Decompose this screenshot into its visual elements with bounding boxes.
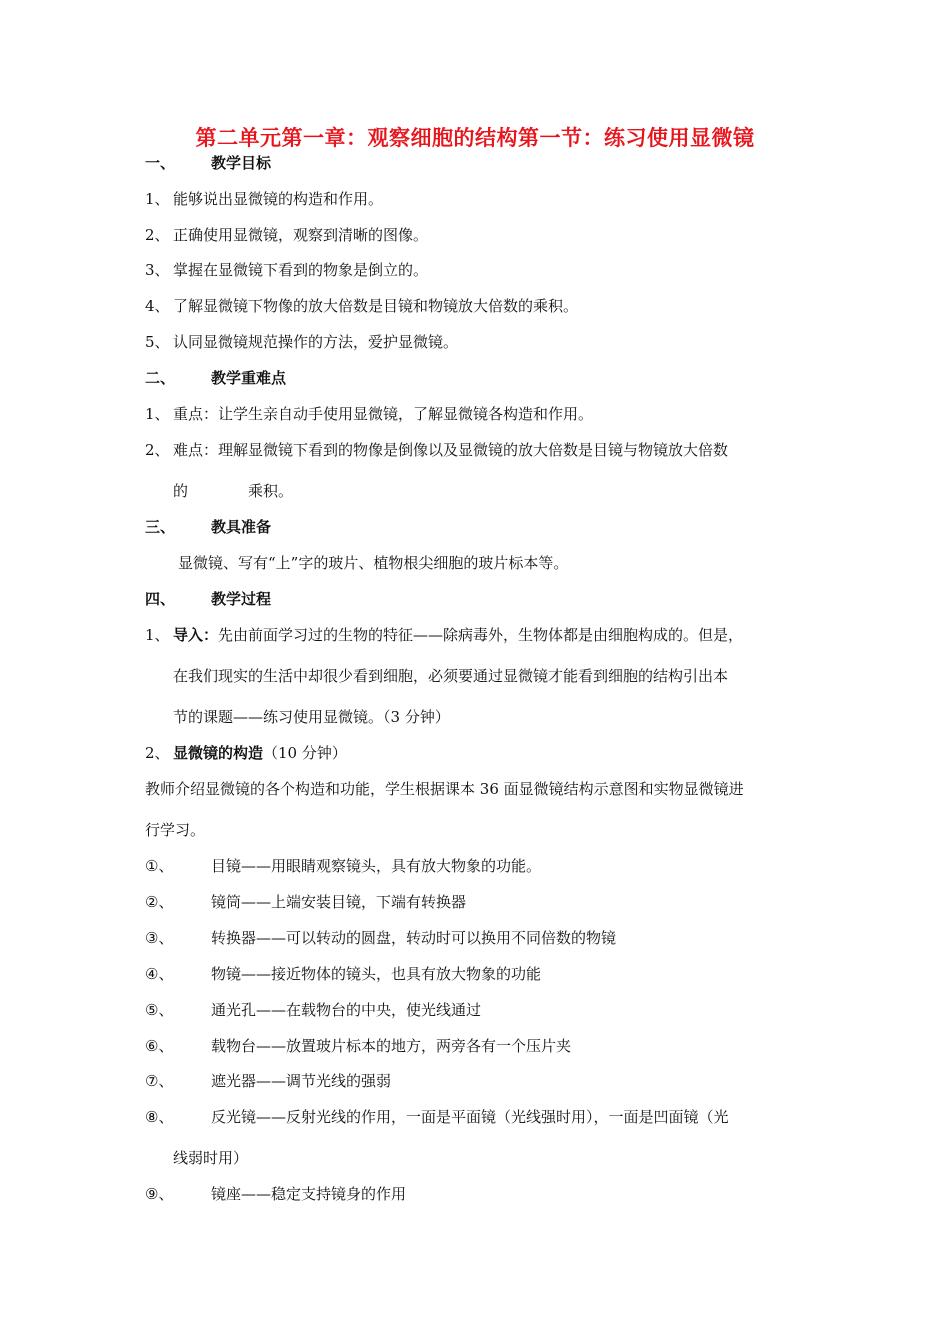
item-text: 镜筒——上端安装目镜，下端有转换器 [211, 893, 467, 911]
section-heading-key-points [145, 368, 286, 388]
part-item [145, 1107, 729, 1127]
item-number: ④、 [145, 965, 174, 983]
key-point-item [145, 440, 728, 460]
part-item [145, 928, 616, 948]
item-text: 物镜——接近物体的镜头，也具有放大物象的功能 [211, 965, 542, 983]
goal-item [145, 260, 428, 280]
continuation-word: 乘积。 [248, 482, 294, 500]
item-number: ①、 [145, 857, 174, 875]
item-text: 掌握在显微镜下看到的物象是倒立的。 [173, 261, 429, 279]
item-text: 先由前面学习过的生物的特征——除病毒外，生物体都是由细胞构成的。但是， [218, 626, 744, 644]
part-item [145, 1000, 481, 1020]
structure-time: （10 分钟） [263, 744, 347, 762]
item-text: 难点：理解显微镜下看到的物像是倒像以及显微镜的放大倍数是目镜与物镜放大倍数 [173, 441, 729, 459]
process-intro-line: 节的课题——练习使用显微镜。（3 分钟） [173, 708, 450, 726]
item-number: 2、 [145, 441, 170, 459]
goal-item [145, 189, 383, 209]
part-item [145, 856, 541, 876]
part-item [145, 892, 466, 912]
part-item [145, 1184, 406, 1204]
item-number: ⑦、 [145, 1072, 174, 1090]
goal-item [145, 332, 458, 352]
item-number: ⑨、 [145, 1185, 174, 1203]
process-intro-line: 在我们现实的生活中却很少看到细胞，必须要通过显微镜才能看到细胞的结构引出本 [173, 667, 729, 685]
item-number: 2、 [145, 744, 170, 762]
item-number: 4、 [145, 297, 170, 315]
section-number: 二、 [145, 369, 176, 387]
section-heading-process [145, 589, 271, 609]
structure-intro-line: 教师介绍显微镜的各个构造和功能，学生根据课本 36 面显微镜结构示意图和实物显微镜进 [145, 780, 744, 798]
item-number: 1、 [145, 405, 170, 423]
section-number: 三、 [145, 518, 176, 536]
item-text: 了解显微镜下物像的放大倍数是目镜和物镜放大倍数的乘积。 [173, 297, 579, 315]
item-number: ③、 [145, 929, 174, 947]
item-number: 5、 [145, 333, 170, 351]
item-text: 正确使用显微镜，观察到清晰的图像。 [173, 226, 429, 244]
item-number: ②、 [145, 893, 174, 911]
section-title: 教学重难点 [211, 369, 287, 387]
part-item [145, 1071, 391, 1091]
section-heading-materials [145, 517, 271, 537]
part-item [145, 964, 541, 984]
section-title: 教学过程 [211, 590, 272, 608]
process-structure-heading [145, 743, 347, 763]
item-number: 1、 [145, 190, 170, 208]
goal-item [145, 225, 428, 245]
item-text: 认同显微镜规范操作的方法，爱护显微镜。 [173, 333, 459, 351]
key-point-continuation [173, 481, 293, 501]
section-heading-goals [145, 153, 271, 173]
item-text: 反光镜——反射光线的作用，一面是平面镜（光线强时用），一面是凹面镜（光 [211, 1108, 729, 1126]
goal-item [145, 296, 578, 316]
structure-label: 显微镜的构造 [173, 744, 264, 762]
part-continuation: 线弱时用） [173, 1149, 249, 1167]
key-point-item [145, 404, 593, 424]
section-title: 教学目标 [211, 154, 272, 172]
structure-intro-line: 行学习。 [145, 821, 206, 839]
section-number: 四、 [145, 590, 176, 608]
item-text: 载物台——放置玻片标本的地方，两旁各有一个压片夹 [211, 1037, 572, 1055]
item-text: 目镜——用眼睛观察镜头，具有放大物象的功能。 [211, 857, 542, 875]
item-text: 转换器——可以转动的圆盘，转动时可以换用不同倍数的物镜 [211, 929, 617, 947]
item-number: ⑧、 [145, 1108, 174, 1126]
section-number: 一、 [145, 154, 176, 172]
item-text: 通光孔——在载物台的中央，使光线通过 [211, 1001, 482, 1019]
item-number: 2、 [145, 226, 170, 244]
item-number: ⑤、 [145, 1001, 174, 1019]
continuation-word: 的 [173, 482, 189, 500]
item-number: ⑥、 [145, 1037, 174, 1055]
item-text: 镜座——稳定支持镜身的作用 [211, 1185, 407, 1203]
document-title: 第二单元第一章：观察细胞的结构第一节：练习使用显微镜 [195, 126, 755, 150]
item-text: 能够说出显微镜的构造和作用。 [173, 190, 384, 208]
process-intro-line [145, 625, 743, 645]
item-text: 重点：让学生亲自动手使用显微镜，了解显微镜各构造和作用。 [173, 405, 594, 423]
item-text: 遮光器——调节光线的强弱 [211, 1072, 392, 1090]
item-number: 3、 [145, 261, 170, 279]
part-item [145, 1036, 571, 1056]
item-number: 1、 [145, 626, 170, 644]
intro-label: 导入： [173, 626, 219, 644]
section-title: 教具准备 [211, 518, 272, 536]
materials-text: 显微镜、写有“上”字的玻片、植物根尖细胞的玻片标本等。 [178, 554, 569, 572]
